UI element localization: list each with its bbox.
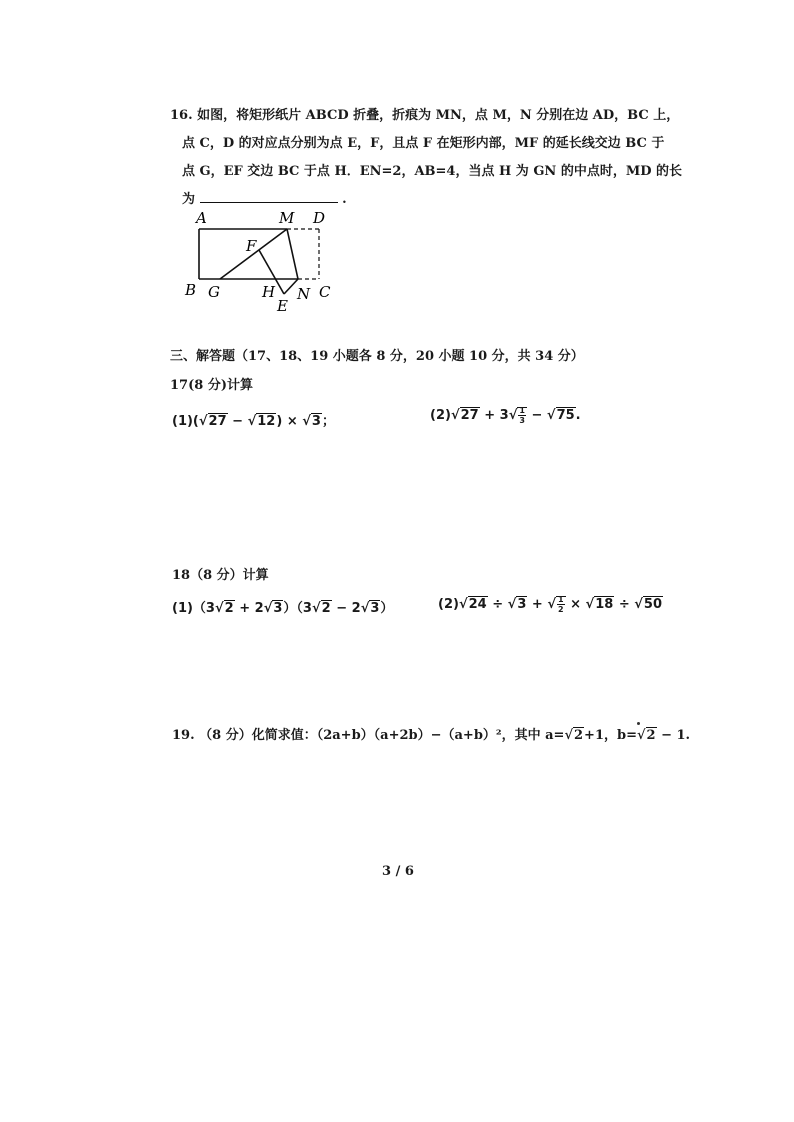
label-h: H: [262, 283, 276, 301]
q18-p2-frac-num: 1: [558, 595, 564, 604]
q18-p1-radicand4: 3: [370, 601, 380, 616]
answer-blank[interactable]: [200, 190, 338, 203]
label-n: N: [297, 285, 311, 303]
q18-p1-mid: ）（3: [283, 601, 312, 616]
q18-part1: (1)（3√2 + 2√3）（3√2 − 2√3）: [172, 601, 394, 616]
q17-p2-radicand2: 75: [556, 408, 575, 423]
q17-p2-prefix: (2): [430, 408, 451, 423]
q18-p1-radicand3: 2: [321, 601, 331, 616]
label-f: F: [246, 237, 257, 255]
q18-p2-radicand1: 24: [468, 597, 487, 612]
q17-p1-prefix: (1)(: [172, 414, 199, 429]
label-a: A: [196, 209, 207, 227]
q17-p1-mid: ) ×: [276, 414, 303, 429]
q17-p2-radicand1: 27: [460, 408, 479, 423]
q16-line3: 点 G，EF 交边 BC 于点 H．EN=2，AB=4，当点 H 为 GN 的中点时，MD 的长: [182, 164, 683, 179]
q18-part2: (2)√24 ÷ √3 + √ $\frac{1}{2}$ × √18 ÷ √50: [438, 595, 663, 614]
label-e: E: [277, 297, 288, 315]
q17-p2-end: .: [575, 408, 581, 423]
q18-p2-times: ×: [565, 597, 586, 612]
segment-en: [284, 279, 298, 294]
q18-p1-prefix: (1)（3: [172, 601, 215, 616]
q18-p2-radicand4: 50: [643, 597, 663, 612]
q18-p1-plus: + 2: [234, 601, 264, 616]
stray-dot: [637, 722, 640, 725]
q16-line2: 点 C，D 的对应点分别为点 E，F，且点 F 在矩形内部，MF 的延长线交边 BC 于: [182, 136, 665, 151]
q19-mid: +1，b=: [584, 728, 637, 743]
q17-p1-radicand1: 27: [208, 414, 227, 429]
q19-radicand1: 2: [574, 728, 584, 743]
q18-p1-end: ）: [380, 601, 394, 616]
geometry-figure: [180, 205, 340, 317]
label-m: M: [279, 209, 295, 227]
q18-p1-radicand2: 3: [273, 601, 283, 616]
q17-p2-mid: + 3: [479, 408, 509, 423]
q18-p2-plus: +: [527, 597, 548, 612]
q18-p1-minus: − 2: [331, 601, 361, 616]
q18-p2-fraction: [557, 595, 565, 614]
q17-p2-frac-num: 1: [519, 406, 525, 415]
q16-line1: 16. 如图，将矩形纸片 ABCD 折叠，折痕为 MN，点 M，N 分别在边 AD，BC 上，: [170, 108, 680, 123]
q16-line4-suffix: .: [342, 192, 347, 207]
label-c: C: [319, 283, 331, 301]
label-b: B: [185, 281, 197, 299]
label-d: D: [313, 209, 326, 227]
q18-title: 18（8 分）计算: [172, 568, 269, 583]
label-g: G: [208, 283, 220, 301]
q18-p2-div: ÷: [487, 597, 508, 612]
section-heading: 三、解答题（17、18、19 小题各 8 分，20 小题 10 分，共 34 分）: [170, 349, 584, 364]
q18-p2-prefix: (2): [438, 597, 459, 612]
q18-p2-radicand2: 3: [517, 597, 527, 612]
q17-p1-radicand2: 12: [257, 414, 276, 429]
q18-p2-div2: ÷: [614, 597, 635, 612]
q17-p2-minus: −: [526, 408, 547, 423]
q19-radicand2: 2: [646, 728, 656, 743]
q17-part1: (1)(√27 − √12) × √3；: [172, 414, 335, 429]
q18-p1-radicand1: 2: [224, 601, 234, 616]
segment-mn: [287, 229, 298, 279]
q17-part2: (2)√27 + 3√ $\frac{1}{3}$ − √75.: [430, 406, 581, 425]
q17-p2-frac-den: 3: [519, 416, 525, 425]
q17-title: 17(8 分)计算: [170, 378, 253, 393]
q17-p1-minus: −: [227, 414, 248, 429]
q17-p1-end: ；: [321, 414, 335, 429]
q16-line4-prefix: 为: [182, 192, 196, 207]
q19-prefix: 19. （8 分）化简求值：（2a+b）（a+2b）−（a+b）²，其中 a=: [172, 728, 565, 743]
q17-p2-fraction: [518, 406, 526, 425]
q19-line: 19. （8 分）化简求值：（2a+b）（a+2b）−（a+b）²，其中 a=√2+1，b=√2 − 1.: [172, 728, 691, 743]
q18-p2-radicand3: 18: [595, 597, 614, 612]
q17-p1-radicand3: 3: [311, 414, 321, 429]
q18-p2-frac-den: 2: [558, 605, 564, 614]
q19-end: − 1.: [656, 728, 691, 743]
page-number: 3 / 6: [382, 864, 414, 879]
